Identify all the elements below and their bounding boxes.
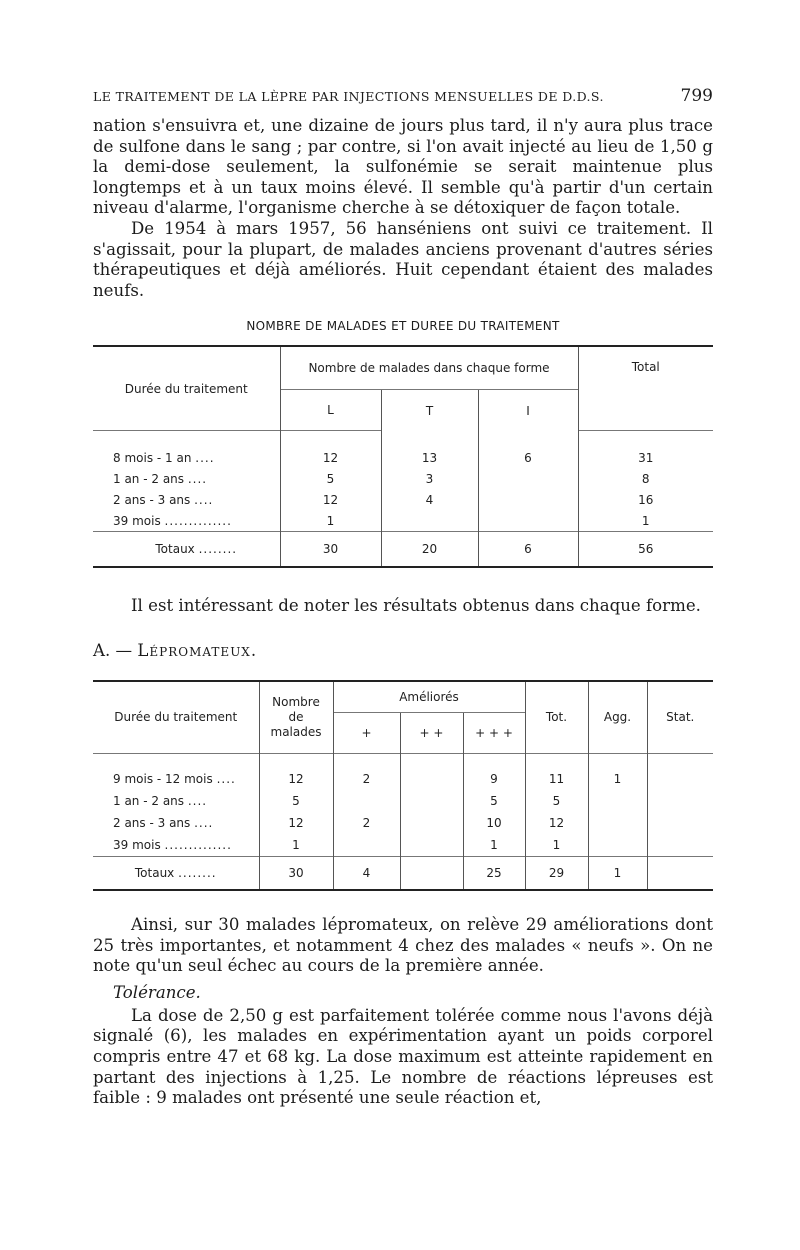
t2-sub-plus1: + — [333, 712, 400, 753]
t2-col-nombre: Nombre de malades — [259, 681, 333, 754]
table-row: 9 mois - 12 mois .... 12 2 9 11 1 — [93, 768, 713, 790]
paragraph-1: nation s'ensuivra et, une dizaine de jours plus tard, il n'y aura plus trace de sulfone dans le sang ; par contre, si l'on avait injecté au lieu de 1,50 g la demi-dose seulement, la sulfonémie se serait maintenue plus longtemps et à un taux moins élevé. Il semble qu'à partir d'un certain niveau d'alarme, l'organisme cherche à se détoxiquer de façon totale. — [93, 116, 713, 218]
row-label: 8 mois - 1 an — [113, 450, 192, 465]
paragraph-4: Ainsi, sur 30 malades lépromateux, on relève 29 améliorations dont 25 très importantes, et notamment 4 chez des malades « neufs ». On ne note qu'un seul échec au cours de la première année. — [93, 914, 713, 976]
t1-col-group: Nombre de malades dans chaque forme — [280, 346, 578, 390]
table-row: 2 ans - 3 ans .... 12 4 16 — [93, 489, 713, 510]
row-label: 2 ans - 3 ans — [113, 492, 191, 507]
table-row: 1 an - 2 ans .... 5 5 5 — [93, 790, 713, 812]
subheading-tolerance: Tolérance. — [113, 982, 201, 1002]
t1-sub-T: T — [381, 390, 478, 431]
table-totals-row: Totaux ........ 30 4 25 29 1 — [93, 856, 713, 890]
table-row: 39 mois .............. 1 1 1 — [93, 834, 713, 857]
row-label: 1 an - 2 ans — [113, 471, 185, 486]
table-row: 1 an - 2 ans .... 5 3 8 — [93, 468, 713, 489]
t2-sub-plus3: + + + — [463, 712, 525, 753]
t1-col-total: Total — [578, 346, 713, 431]
totals-label: Totaux — [134, 865, 175, 880]
row-label: 2 ans - 3 ans — [113, 815, 191, 830]
t2-col-stat: Stat. — [647, 681, 713, 754]
t1-col-duration: Durée du traitement — [124, 381, 248, 396]
t2-col-agg: Agg. — [588, 681, 647, 754]
paragraph-2: De 1954 à mars 1957, 56 hanséniens ont suivi ce traitement. Il s'agissait, pour la plupart, de malades anciens provenant d'autres séries thérapeutiques et déjà améliorés. Huit cependant étaient des malades neufs. — [93, 218, 713, 300]
table-totals-row: Totaux ........ 30 20 6 56 — [93, 532, 713, 568]
paragraph-5: La dose de 2,50 g est parfaitement tolérée comme nous l'avons déjà signalé (6), les malades en expérimentation ayant un poids corporel compris entre 47 et 68 kg. La dose maximum est atteinte rapidement en partant des injections à 1,25. Le nombre de réactions lépreuses est faible : 9 malades ont présenté une seule réaction et, — [93, 1005, 713, 1108]
t2-col-tot: Tot. — [525, 681, 588, 754]
t2-col-duration: Durée du traitement — [114, 710, 238, 725]
row-label: 9 mois - 12 mois — [113, 771, 213, 786]
section-heading-a — [93, 641, 713, 660]
totals-label: Totaux — [155, 542, 195, 557]
row-label: 1 an - 2 ans — [113, 793, 185, 808]
t2-sub-plus2: + + — [400, 712, 463, 753]
table-row: 2 ans - 3 ans .... 12 2 10 12 — [93, 812, 713, 834]
table-row: 8 mois - 1 an .... 12 13 6 31 — [93, 447, 713, 468]
section-prefix: A. — — [93, 640, 138, 660]
table-lepromatous — [93, 680, 713, 891]
paragraph-3: Il est intéressant de noter les résultats obtenus dans chaque forme. — [131, 596, 701, 616]
table-patients-duration — [93, 345, 713, 568]
table-row: 39 mois .............. 1 1 — [93, 510, 713, 532]
row-label: 39 mois — [113, 513, 161, 528]
t1-sub-I: I — [478, 390, 578, 431]
running-header — [93, 86, 713, 106]
row-label: 39 mois — [113, 837, 161, 852]
page — [93, 86, 713, 1109]
section-title: Lépromateux. — [137, 640, 258, 660]
table1-caption: NOMBRE DE MALADES ET DUREE DU TRAITEMENT — [246, 319, 560, 334]
t2-col-ameliores: Améliorés — [333, 681, 525, 713]
page-number: 799 — [680, 86, 713, 106]
running-title: LE TRAITEMENT DE LA LÈPRE PAR INJECTIONS MENSUELLES DE D.D.S. — [93, 89, 604, 104]
t1-sub-L: L — [280, 390, 381, 431]
